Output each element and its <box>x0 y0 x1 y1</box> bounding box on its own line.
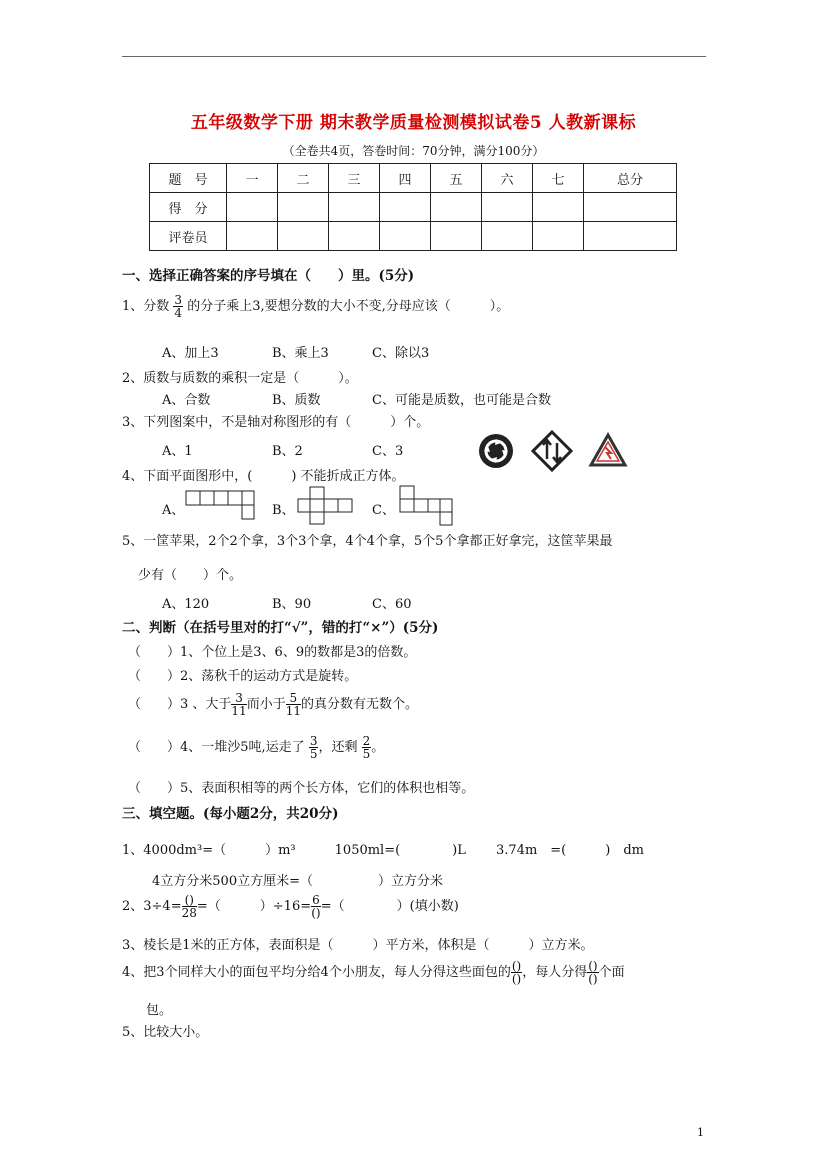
option: A、加上3 <box>162 346 219 361</box>
option: A、120 <box>162 597 210 612</box>
judge-item-1: （ ）1、个位上是3、6、9的数都是3的倍数。 <box>128 645 417 660</box>
section-1-heading: 一、选择正确答案的序号填在（ ）里。(5分) <box>122 268 415 284</box>
warning-triangle-sign-icon <box>589 433 627 467</box>
grader-cell <box>227 222 278 251</box>
grader-cell <box>329 222 380 251</box>
question-1-5-cont: 少有（ ）个。 <box>138 568 243 583</box>
fraction: $\frac{6}{()}$ <box>311 893 321 920</box>
option: C、 <box>372 503 395 518</box>
fraction: $\frac{3}{5}$ <box>309 734 318 761</box>
grader-cell <box>533 222 584 251</box>
header-cell: 七 <box>533 164 584 193</box>
question-1-2: 2、质数与质数的乘积一定是（ ）。 <box>122 371 358 386</box>
page-number: 1 <box>697 1126 704 1139</box>
fill-question-1: 1、4000dm³=（ ）m³ 1050ml=( )L 3.74m =( ) dm <box>122 843 644 858</box>
header-cell: 题 号 <box>150 164 227 193</box>
question-1-3: 3、下列图案中，不是轴对称图形的有（ ）个。 <box>122 415 430 430</box>
page-title: 五年级数学下册 期末教学质量检测模拟试卷5 人教新课标 <box>190 113 637 133</box>
score-cell <box>584 193 677 222</box>
fill-question-4-cont: 包。 <box>146 1003 173 1018</box>
fraction: $\frac{3}{11}$ <box>231 691 247 718</box>
q-text: 的分子乘上3,要想分数的大小不变,分母应该（ ）。 <box>187 299 510 314</box>
grader-row <box>150 222 677 251</box>
row-label: 评卷员 <box>150 222 227 251</box>
score-table <box>149 163 677 251</box>
grader-cell <box>380 222 431 251</box>
option: B、2 <box>272 444 303 459</box>
cube-net-c <box>398 484 456 528</box>
header-cell: 一 <box>227 164 278 193</box>
fill-question-3: 3、棱长是1米的正方体，表面积是（ ）平方米，体积是（ ）立方米。 <box>122 938 594 953</box>
exam-info: （全卷共4页，答卷时间：70分钟，满分100分） <box>282 144 545 158</box>
judge-item-4: （ ）4、一堆沙5吨,运走了 $\frac{3}{5}$ ，还剩 $\frac{2}{5}$ 。 <box>128 734 385 761</box>
cube-net-b <box>296 485 354 527</box>
fill-question-1-cont: 4立方分米500立方厘米=（ ）立方分米 <box>152 874 443 889</box>
score-cell <box>431 193 482 222</box>
option: C、3 <box>372 444 404 459</box>
grader-cell <box>278 222 329 251</box>
option: A、合数 <box>162 393 211 408</box>
question-1-1 <box>122 294 509 319</box>
q-text: 1、分数 <box>122 299 170 314</box>
option: B、 <box>272 503 295 518</box>
header-cell: 五 <box>431 164 482 193</box>
score-cell <box>329 193 380 222</box>
score-table-header-row <box>150 164 677 193</box>
judge-item-2: （ ）2、荡秋千的运动方式是旋转。 <box>128 669 358 684</box>
grader-cell <box>584 222 677 251</box>
score-cell <box>227 193 278 222</box>
fraction: $\frac{2}{5}$ <box>362 734 371 761</box>
grader-cell <box>482 222 533 251</box>
header-cell: 二 <box>278 164 329 193</box>
header-rule <box>122 56 706 57</box>
option: B、90 <box>272 597 312 612</box>
option: A、 <box>162 503 185 518</box>
row-label: 得 分 <box>150 193 227 222</box>
option: B、乘上3 <box>272 346 329 361</box>
option: B、质数 <box>272 393 321 408</box>
question-1-5: 5、一筐苹果，2个2个拿，3个3个拿，4个4个拿，5个5个拿都正好拿完，这筐苹果最 <box>122 534 613 549</box>
score-cell <box>278 193 329 222</box>
header-cell: 总分 <box>584 164 677 193</box>
header-cell: 三 <box>329 164 380 193</box>
option: C、可能是质数，也可能是合数 <box>372 393 551 408</box>
score-cell <box>533 193 584 222</box>
fraction: $\frac{()}{28}$ <box>181 893 197 920</box>
fraction: $\frac{()}{()}$ <box>511 959 522 986</box>
cube-net-a <box>184 489 256 521</box>
fraction: $\frac{3}{4}$ <box>174 293 183 320</box>
circular-arrows-sign-icon <box>478 433 514 469</box>
fraction: $\frac{5}{11}$ <box>285 691 301 718</box>
fraction: $\frac{()}{()}$ <box>588 959 598 986</box>
fill-question-5: 5、比较大小。 <box>122 1025 209 1040</box>
option: C、60 <box>372 597 412 612</box>
section-2-heading: 二、判断（在括号里对的打“√”，错的打“×”）(5分) <box>122 620 439 636</box>
option: A、1 <box>162 444 193 459</box>
header-cell: 四 <box>380 164 431 193</box>
grader-cell <box>431 222 482 251</box>
question-1-4: 4、下面平面图形中，( ) 不能折成正方体。 <box>122 469 405 484</box>
score-row <box>150 193 677 222</box>
judge-item-5: （ ）5、表面积相等的两个长方体，它们的体积也相等。 <box>128 781 475 796</box>
judge-item-3: （ ）3 、大于 $\frac{3}{11}$ 而小于 $\frac{5}{11}$ 的真分数有无数个。 <box>128 691 418 718</box>
section-3-heading: 三、填空题。(每小题2分，共20分) <box>122 806 339 822</box>
score-cell <box>482 193 533 222</box>
header-cell: 六 <box>482 164 533 193</box>
fill-question-4: 4、把3个同样大小的面包平均分给4个小朋友，每人分得这些面包的 $\frac{()}{()}$ ，每人分得 $\frac{()}{()}$ 个面 <box>122 959 625 986</box>
two-way-traffic-sign-icon <box>532 431 572 471</box>
score-cell <box>380 193 431 222</box>
fill-question-2: 2、3÷4= $\frac{()}{28}$ =（ ）÷16= $\frac{6}{()}$ =（ ）(填小数) <box>122 893 459 920</box>
option: C、除以3 <box>372 346 430 361</box>
